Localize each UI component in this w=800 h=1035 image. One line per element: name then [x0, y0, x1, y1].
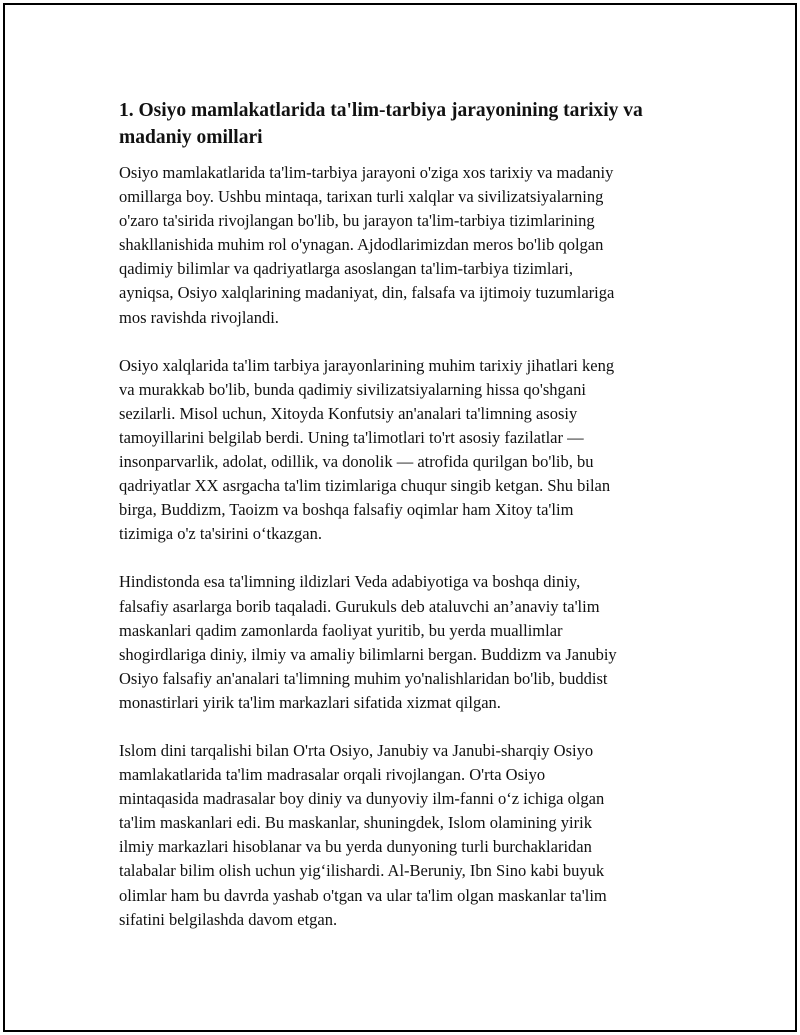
- text-line: tamoyillarini belgilab berdi. Uning ta'limotlari to'rt asosiy fazilatlar —: [119, 427, 584, 447]
- text-line: Osiyo mamlakatlarida ta'lim-tarbiya jarayoni o'ziga xos tarixiy va madaniy: [119, 163, 614, 182]
- section-heading: [119, 97, 689, 151]
- text-line: va murakkab bo'lib, bunda qadimiy sivilizatsiyalarning hissa qo'shgani: [119, 379, 586, 399]
- text-line: o'zaro ta'sirida rivojlangan bo'lib, bu jarayon ta'lim-tarbiya tizimlarining: [119, 211, 595, 231]
- text-line: omillarga boy. Ushbu mintaqa, tarixan turli xalqlar va sivilizatsiyalarning: [119, 187, 604, 207]
- text-line: birga, Buddizm, Taoizm va boshqa falsafiy oqimlar ham Xitoy ta'lim: [119, 500, 574, 520]
- paragraph-4: [119, 739, 689, 932]
- text-line: mamlakatlarida ta'lim madrasalar orqali rivojlangan. O'rta Osiyo: [119, 765, 546, 785]
- text-line: qadimiy bilimlar va qadriyatlarga asoslangan ta'lim-tarbiya tizimlari,: [119, 259, 573, 279]
- text-line: Osiyo xalqlarida ta'lim tarbiya jarayonlarining muhim tarixiy jihatlari keng: [119, 355, 615, 375]
- document-body: [119, 97, 689, 956]
- text-line: Hindistonda esa ta'limning ildizlari Veda adabiyotiga va boshqa diniy,: [119, 572, 581, 592]
- text-line: shakllanishida muhim rol o'ynagan. Ajdodlarimizdan meros bo'lib qolgan: [119, 235, 604, 255]
- text-line: talabalar bilim olish uchun yig‘ilishardi. Al-Beruniy, Ibn Sino kabi buyuk: [119, 861, 605, 881]
- text-line: ilmiy markazlari hisoblanar va bu yerda dunyoning turli burchaklaridan: [119, 837, 592, 857]
- text-line: qadriyatlar XX asrgacha ta'lim tizimlariga chuqur singib ketgan. Shu bilan: [119, 476, 611, 496]
- text-line: sifatini belgilashda davom etgan.: [119, 909, 338, 929]
- text-line: ayniqsa, Osiyo xalqlarining madaniyat, din, falsafa va ijtimoiy tuzumlariga: [119, 283, 615, 303]
- page-frame: [3, 3, 797, 1032]
- text-line: shogirdlariga diniy, ilmiy va amaliy bilimlarni bergan. Buddizm va Janubiy: [119, 644, 617, 664]
- text-line: insonparvarlik, adolat, odillik, va donolik — atrofida qurilgan bo'lib, bu: [119, 452, 594, 472]
- paragraph-3: [119, 570, 689, 715]
- paragraph-1: [119, 161, 689, 330]
- text-line: Islom dini tarqalishi bilan O'rta Osiyo, Janubiy va Janubi-sharqiy Osiyo: [119, 740, 594, 760]
- heading-line: madaniy omillari: [119, 127, 263, 148]
- text-line: mos ravishda rivojlandi.: [119, 307, 279, 327]
- text-line: maskanlari qadim zamonlarda faoliyat yuritib, bu yerda muallimlar: [119, 620, 563, 640]
- text-line: monastirlari yirik ta'lim markazlari sifatida xizmat qilgan.: [119, 692, 501, 712]
- text-line: tizimiga o'z ta'sirini o‘tkazgan.: [119, 524, 322, 544]
- text-line: Osiyo falsafiy an'analari ta'limning muhim yo'nalishlaridan bo'lib, buddist: [119, 668, 608, 688]
- text-line: ta'lim maskanlari edi. Bu maskanlar, shuningdek, Islom olamining yirik: [119, 813, 592, 833]
- heading-line: 1. Osiyo mamlakatlarida ta'lim-tarbiya jarayonining tarixiy va: [119, 100, 643, 121]
- text-line: falsafiy asarlarga borib taqaladi. Gurukuls deb ataluvchi an’anaviy ta'lim: [119, 596, 600, 616]
- paragraph-2: [119, 354, 689, 547]
- text-line: mintaqasida madrasalar boy diniy va dunyoviy ilm-fanni o‘z ichiga olgan: [119, 789, 605, 809]
- text-line: sezilarli. Misol uchun, Xitoyda Konfutsiy an'analari ta'limning asosiy: [119, 403, 578, 423]
- text-line: olimlar ham bu davrda yashab o'tgan va ular ta'lim olgan maskanlar ta'lim: [119, 885, 607, 905]
